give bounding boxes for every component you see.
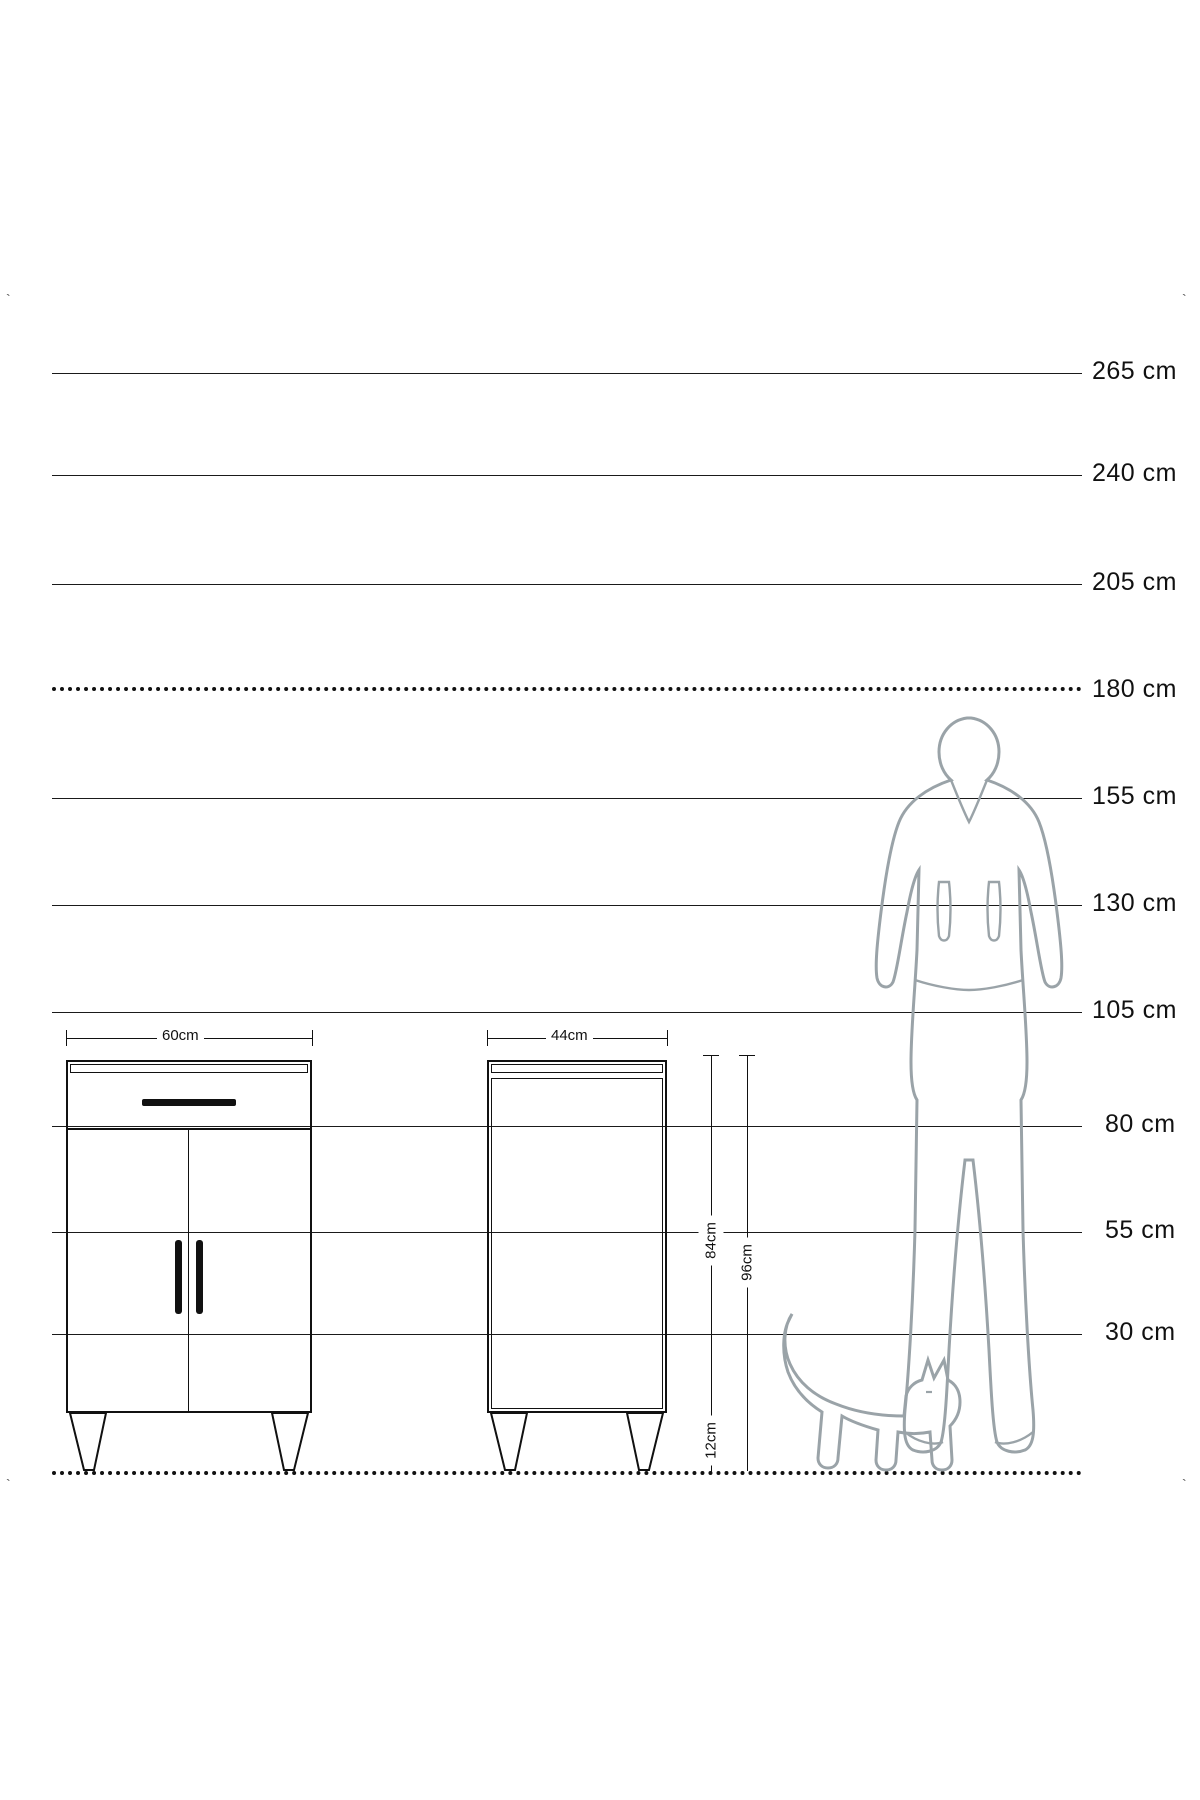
body-height-label: 84cm	[699, 1216, 724, 1266]
cabinet-b-door-panel	[491, 1078, 663, 1409]
scale-label-205: 205 cm	[1092, 568, 1177, 596]
total-height-label: 96cm	[735, 1238, 760, 1288]
corner-tick-top-left: `	[6, 291, 11, 307]
cabinet-a-left-door-handle	[175, 1240, 182, 1314]
cabinet-a-top-plate	[70, 1064, 308, 1073]
cabinet-a-width-label: 60cm	[157, 1027, 204, 1044]
scale-label-30: 30 cm	[1105, 1318, 1176, 1346]
leg-height-label: 12cm	[699, 1416, 724, 1466]
two-door-cabinet	[66, 1060, 312, 1472]
cabinet-b-left-leg	[487, 1412, 547, 1472]
person-silhouette	[855, 690, 1095, 1472]
cabinet-a-drawer-handle	[142, 1099, 236, 1106]
scale-line-240	[52, 475, 1082, 476]
scale-line-105	[52, 1012, 1082, 1013]
cabinet-b-right-leg	[607, 1412, 667, 1472]
scale-line-180	[52, 687, 1082, 691]
single-door-sideboard	[487, 1060, 667, 1472]
body-height-tick-top	[703, 1055, 719, 1056]
scale-label-240: 240 cm	[1092, 459, 1177, 487]
scale-line-205	[52, 584, 1082, 585]
cabinet-a-left-leg	[66, 1412, 126, 1472]
cabinet-a-door-divider	[188, 1128, 189, 1413]
scale-label-180: 180 cm	[1092, 675, 1177, 703]
scale-line-155	[52, 798, 1082, 799]
cabinet-a-width-tick-left	[66, 1030, 67, 1046]
scale-line-130	[52, 905, 1082, 906]
scale-line-265	[52, 373, 1082, 374]
scale-label-105: 105 cm	[1092, 996, 1177, 1024]
scale-label-55: 55 cm	[1105, 1216, 1176, 1244]
scale-label-80: 80 cm	[1105, 1110, 1176, 1138]
cabinet-b-width-tick-right	[667, 1030, 668, 1046]
cabinet-b-width-label: 44cm	[546, 1027, 593, 1044]
scale-label-155: 155 cm	[1092, 782, 1177, 810]
cabinet-a-right-door-handle	[196, 1240, 203, 1314]
corner-tick-bottom-right: `	[1182, 1476, 1187, 1492]
corner-tick-bottom-left: `	[6, 1476, 11, 1492]
corner-tick-top-right: `	[1182, 291, 1187, 307]
cat-silhouette	[780, 1300, 995, 1475]
scale-label-130: 130 cm	[1092, 889, 1177, 917]
cabinet-b-top-plate	[491, 1064, 663, 1073]
cabinet-b-width-tick-left	[487, 1030, 488, 1046]
cabinet-a-drawer-divider	[66, 1128, 312, 1130]
cabinet-a-body	[66, 1060, 312, 1413]
total-height-tick-top	[739, 1055, 755, 1056]
cabinet-a-width-tick-right	[312, 1030, 313, 1046]
cabinet-a-right-leg	[252, 1412, 312, 1472]
scale-label-265: 265 cm	[1092, 357, 1177, 385]
